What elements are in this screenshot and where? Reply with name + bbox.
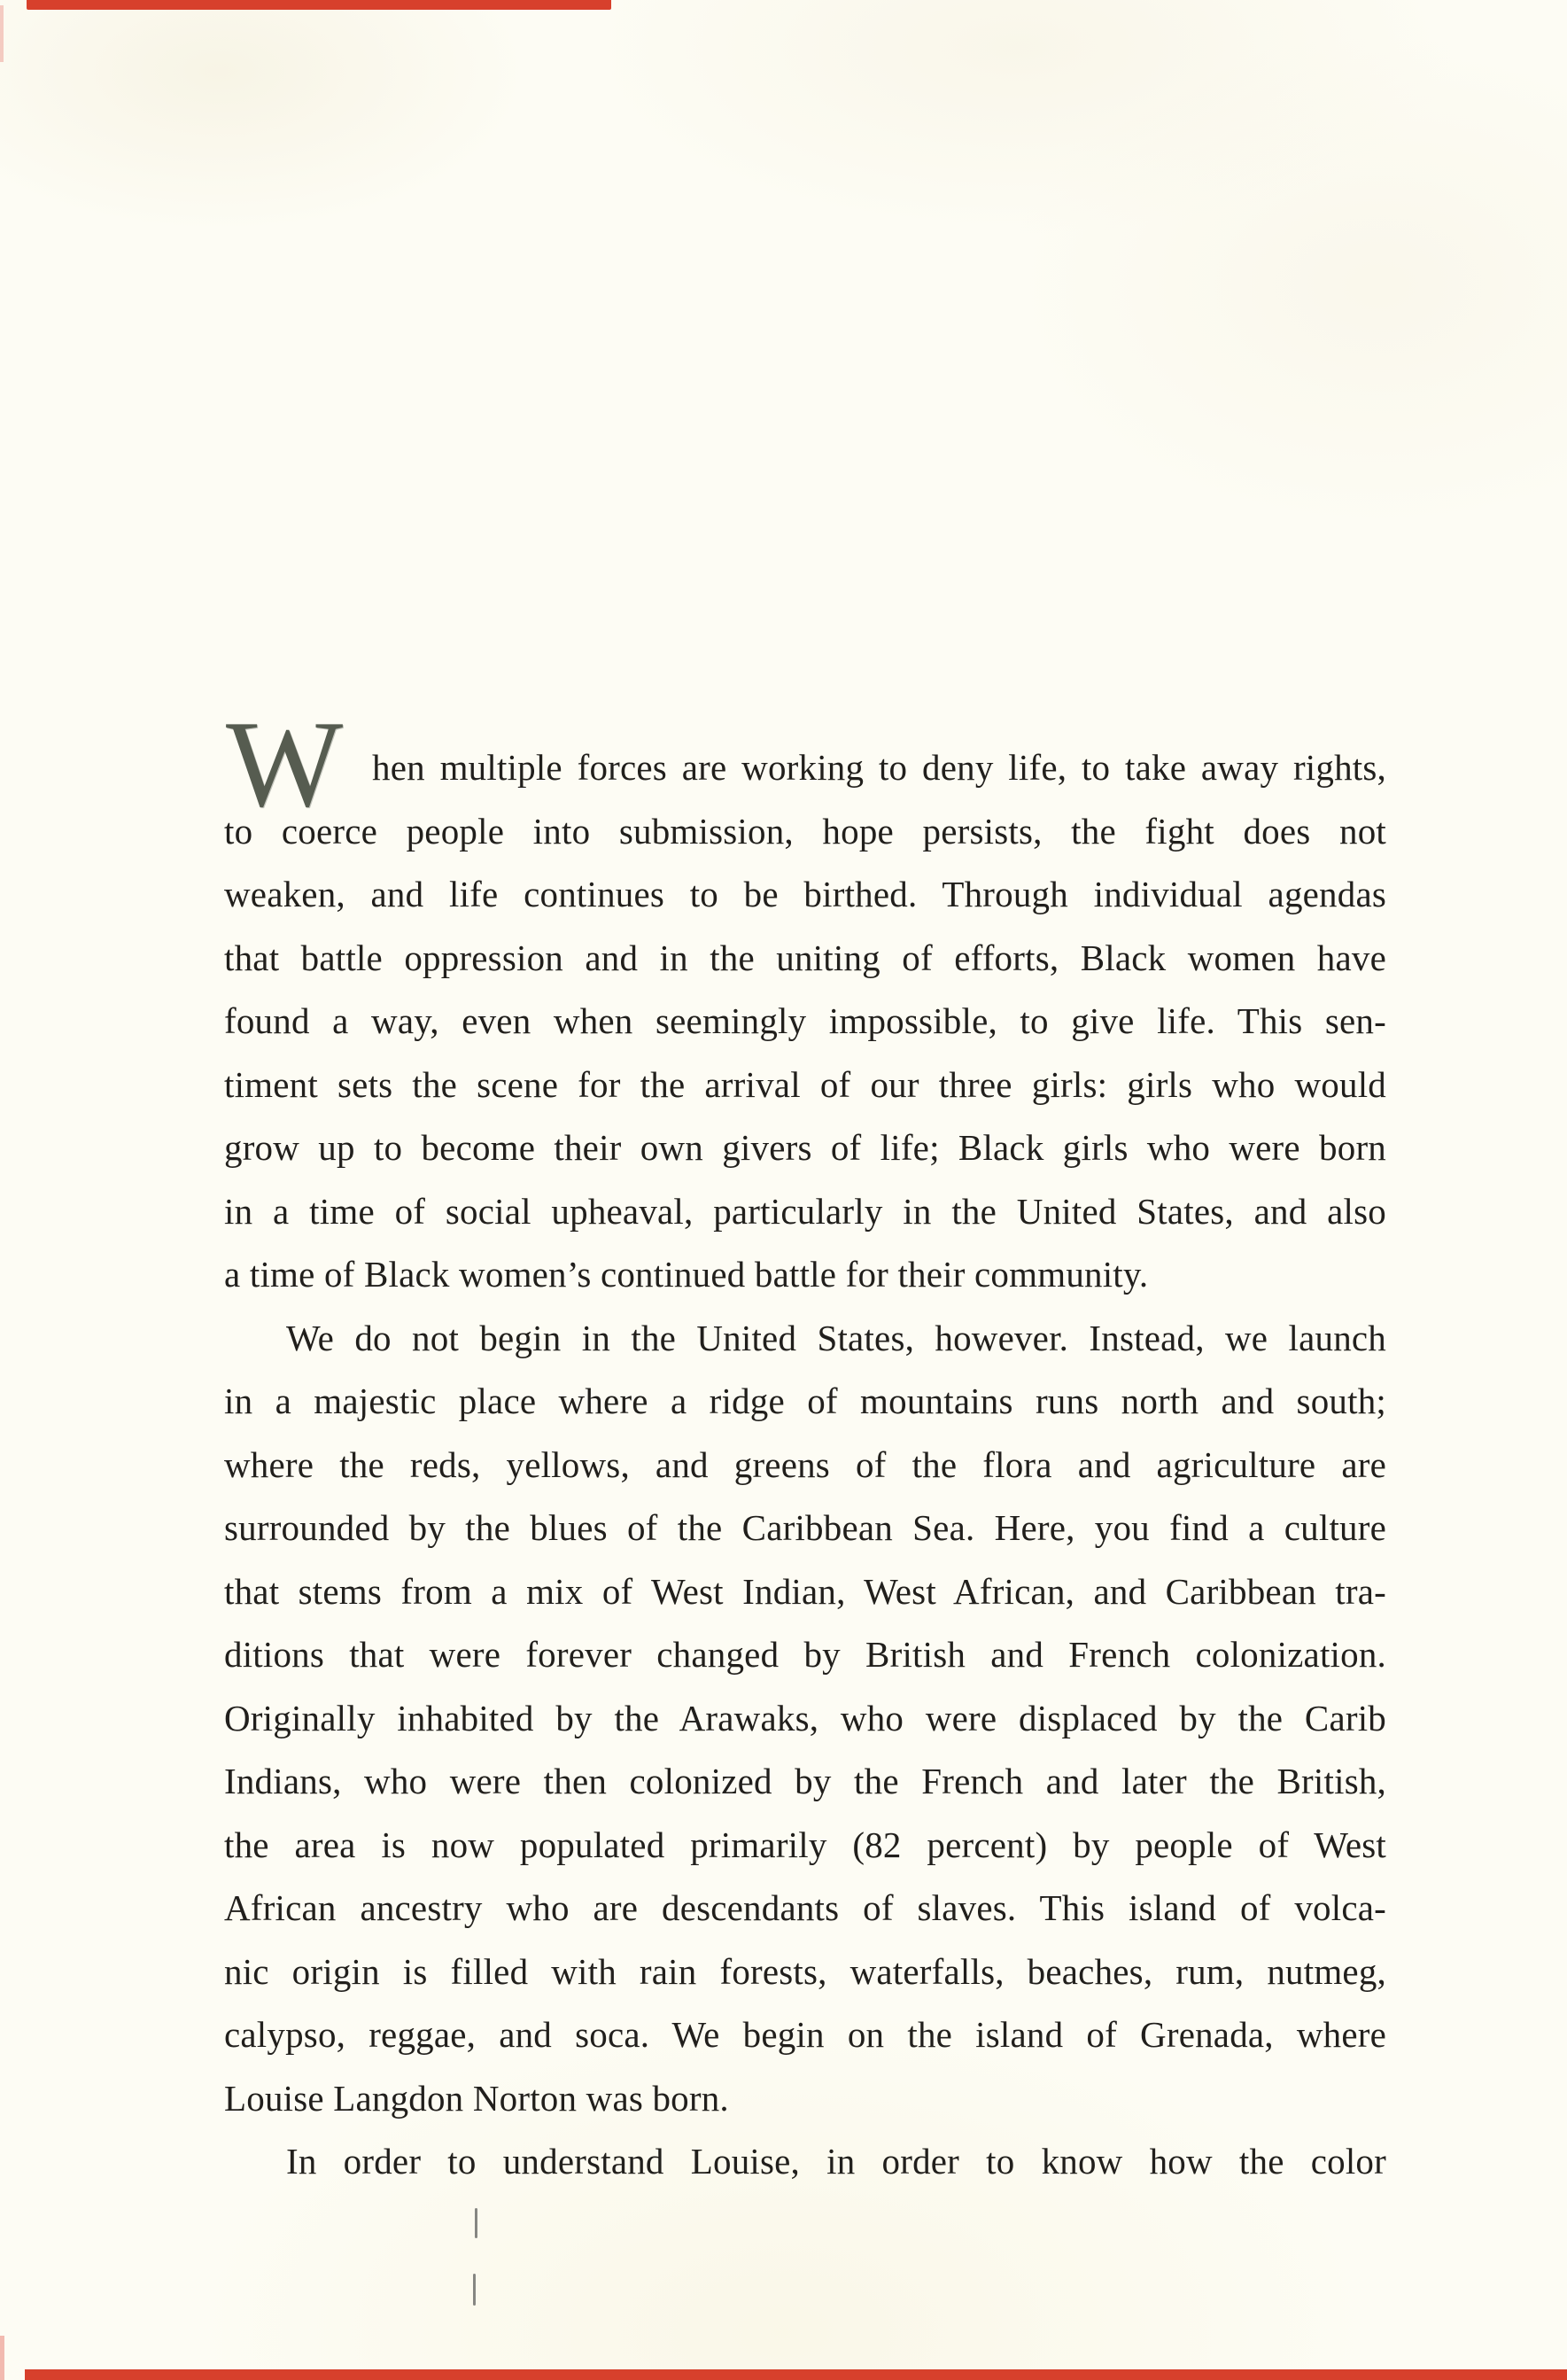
text-line: where the reds, yellows, and greens of the flora and agriculture are xyxy=(224,1443,1386,1485)
text-line: surrounded by the blues of the Caribbean Sea. Here, you find a culture xyxy=(224,1507,1386,1548)
text-line: in a majestic place where a ridge of mountains runs north and south; xyxy=(224,1381,1386,1421)
text-line: grow up to become their own givers of life; Black girls who were born xyxy=(224,1127,1386,1168)
scan-tick-mark xyxy=(475,2208,477,2238)
text-line: timent sets the scene for the arrival of our three girls: girls who would xyxy=(224,1063,1386,1105)
text-line: weaken, and life continues to be birthed. Through individual agendas xyxy=(224,874,1386,914)
text-line: in a time of social upheaval, particularly in the United States, and also xyxy=(224,1190,1386,1232)
text-line: Louise Langdon Norton was born. xyxy=(224,2077,729,2119)
text-line: that battle oppression and in the uniting of efforts, Black women have xyxy=(224,937,1386,978)
text-line: hen multiple forces are working to deny life, to take away rights, xyxy=(372,747,1386,788)
text-line: Indians, who were then colonized by the French and later the British, xyxy=(224,1761,1386,1801)
scan-artifact-left-bottom-sliver xyxy=(0,2336,4,2380)
text-line: Originally inhabited by the Arawaks, who were displaced by the Carib xyxy=(224,1697,1386,1738)
text-line: found a way, even when seemingly impossible, to give life. This sen- xyxy=(224,1000,1386,1041)
scan-artifact-left-top-sliver xyxy=(0,5,4,62)
text-line: We do not begin in the United States, however. Instead, we launch xyxy=(286,1317,1386,1358)
text-line: nic origin is filled with rain forests, waterfalls, beaches, rum, nutmeg, xyxy=(224,1950,1386,1992)
text-line: the area is now populated primarily (82 percent) by people of West xyxy=(224,1824,1386,1865)
scan-tick-mark xyxy=(473,2274,476,2306)
text-line: that stems from a mix of West Indian, West African, and Caribbean tra- xyxy=(224,1570,1386,1612)
scan-artifact-top-red-edge xyxy=(27,0,611,10)
text-line: calypso, reggae, and soca. We begin on the island of Grenada, where xyxy=(224,2014,1386,2055)
text-line: In order to understand Louise, in order to know how the color xyxy=(286,2141,1386,2182)
text-line: ditions that were forever changed by British and French colonization. xyxy=(224,1634,1386,1675)
text-line: African ancestry who are descendants of slaves. This island of volca- xyxy=(224,1887,1386,1928)
text-line: to coerce people into submission, hope persists, the fight does not xyxy=(224,810,1386,852)
text-block xyxy=(224,696,1386,2194)
text-line: a time of Black women’s continued battle for their community. xyxy=(224,1254,1149,1295)
drop-cap: W xyxy=(226,696,344,833)
scan-artifact-bottom-red-edge xyxy=(25,2369,1567,2380)
